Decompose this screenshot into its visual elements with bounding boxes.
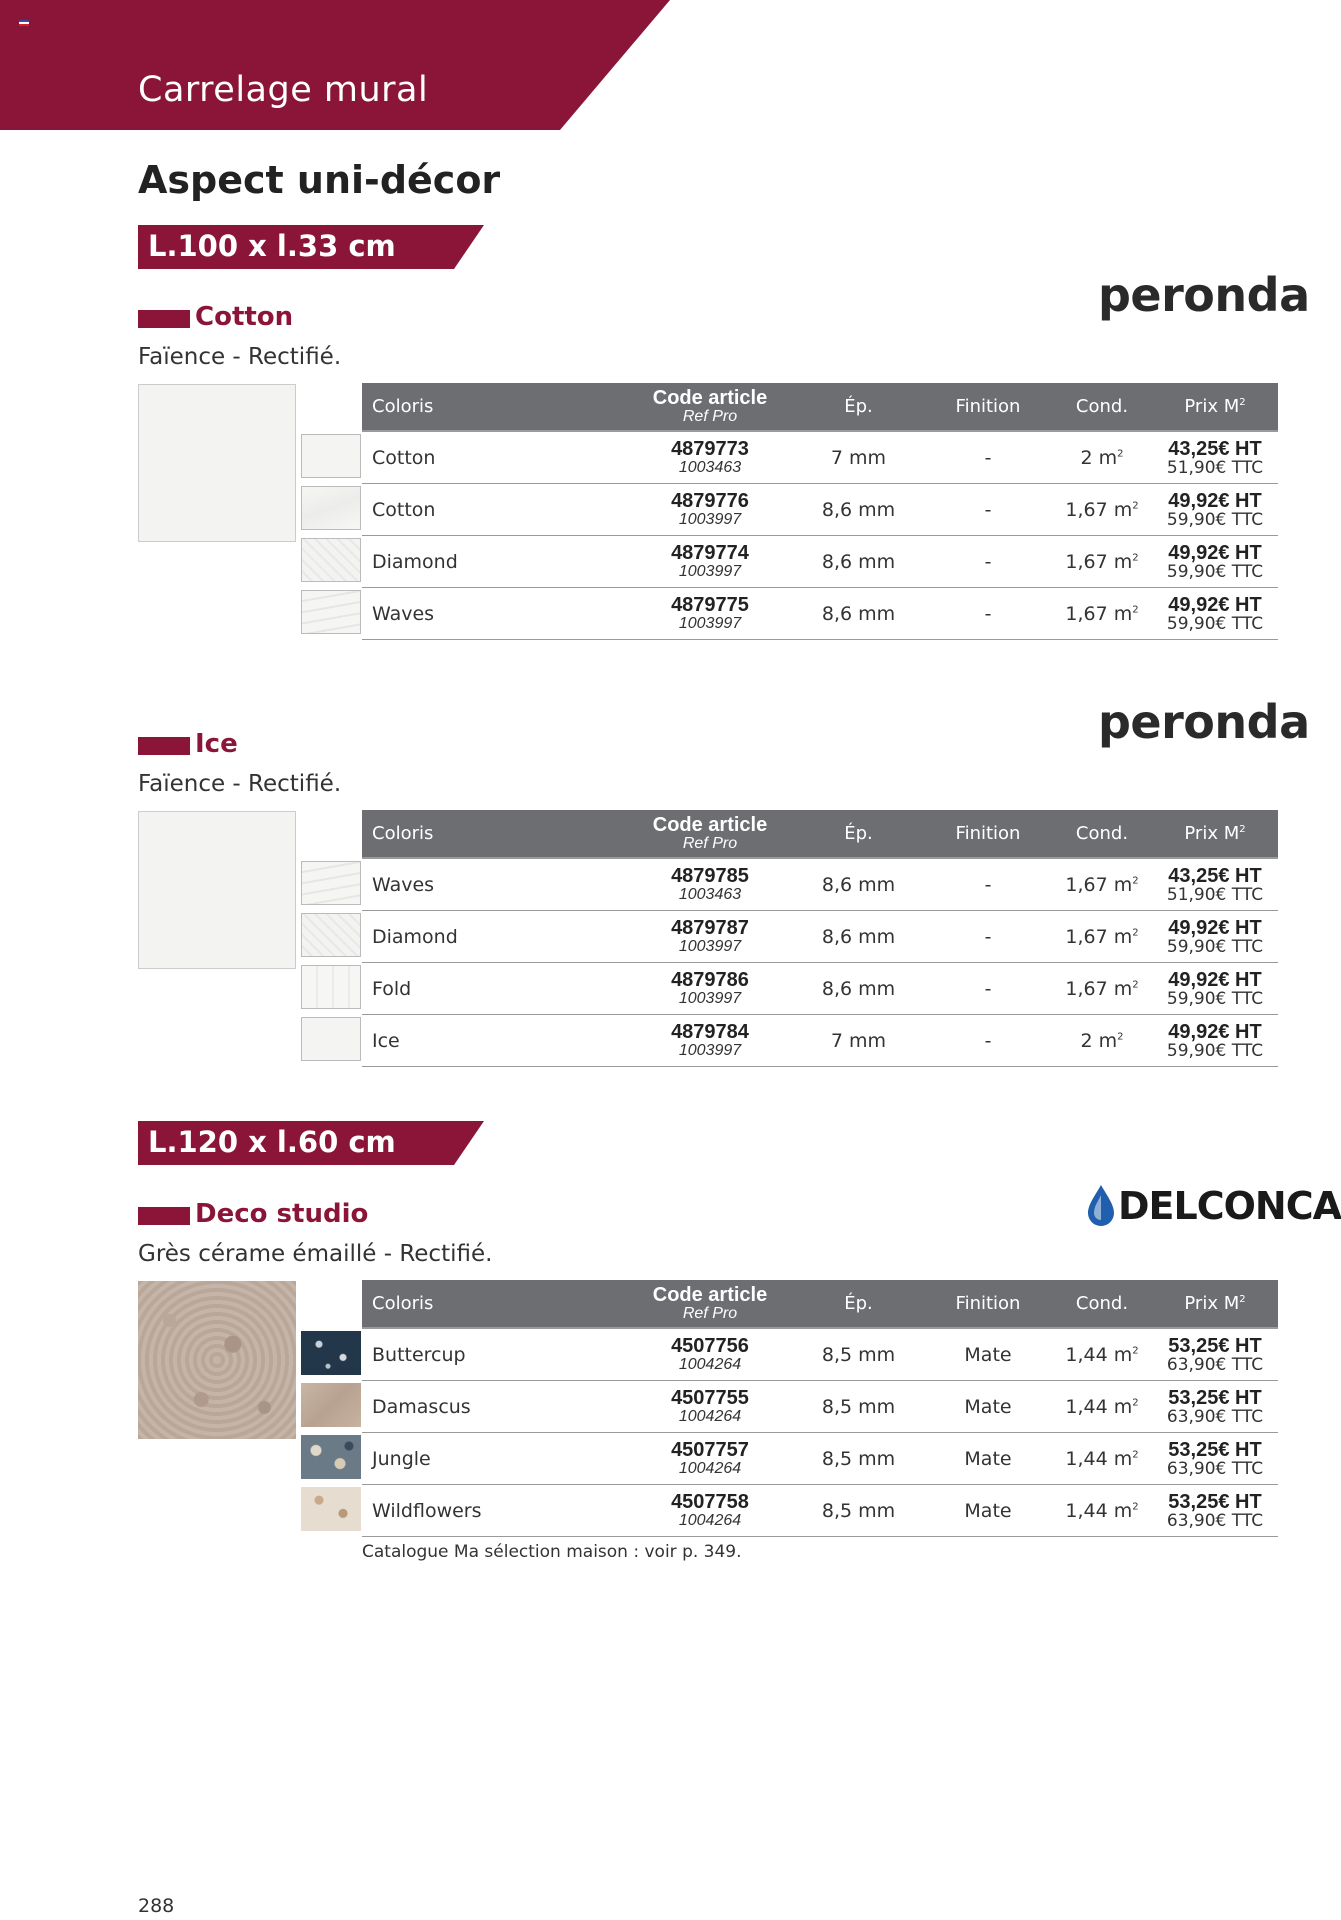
coloris-cell: Damascus xyxy=(362,1381,627,1433)
coloris-cell: Diamond xyxy=(362,911,627,963)
col-header-ep: Ép. xyxy=(793,810,924,858)
finition-cell: Mate xyxy=(924,1381,1052,1433)
price-cell: 53,25€ HT 63,90€ TTC xyxy=(1152,1485,1278,1537)
cond-cell: 2 $m^2$ xyxy=(1052,431,1152,484)
header-banner xyxy=(0,0,1280,130)
brand-logo: DELCONCA xyxy=(1088,1184,1341,1228)
section-subtitle: Grès cérame émaillé - Rectifié. xyxy=(138,1241,493,1267)
col-header-code: Code article Ref Pro xyxy=(627,810,793,858)
catalogue-note: Catalogue Ma sélection maison : voir p. 349. xyxy=(362,1542,742,1562)
color-swatch xyxy=(301,1435,361,1479)
finition-cell: - xyxy=(924,536,1052,588)
ep-cell: 7 mm xyxy=(793,431,924,484)
code-cell: 4879785 1003463 xyxy=(627,858,793,911)
section-subtitle: Faïence - Rectifié. xyxy=(138,344,342,370)
table-row xyxy=(362,911,1278,963)
page-number: 288 xyxy=(138,1895,175,1917)
cond-cell: 1,67 $m^2$ xyxy=(1052,484,1152,536)
cond-cell: 1,44 $m^2$ xyxy=(1052,1485,1152,1537)
coloris-cell: Cotton xyxy=(362,431,627,484)
finition-cell: - xyxy=(924,588,1052,640)
col-header-prix: Prix $M^2$ xyxy=(1152,1280,1278,1328)
ep-cell: 7 mm xyxy=(793,1015,924,1067)
finition-cell: - xyxy=(924,1015,1052,1067)
code-cell: 4879787 1003997 xyxy=(627,911,793,963)
code-cell: 4879775 1003997 xyxy=(627,588,793,640)
col-header-prix: Prix $M^2$ xyxy=(1152,810,1278,858)
size-tag xyxy=(138,225,484,269)
page-title: Aspect uni-décor xyxy=(138,158,501,202)
product-image xyxy=(138,1281,296,1439)
code-cell: 4507755 1004264 xyxy=(627,1381,793,1433)
cond-cell: 2 $m^2$ xyxy=(1052,1015,1152,1067)
size-tag xyxy=(138,1121,484,1165)
ep-cell: 8,6 mm xyxy=(793,963,924,1015)
color-swatch xyxy=(301,965,361,1009)
cond-cell: 1,44 $m^2$ xyxy=(1052,1381,1152,1433)
ep-cell: 8,5 mm xyxy=(793,1485,924,1537)
section-marker xyxy=(138,737,190,755)
ep-cell: 8,6 mm xyxy=(793,858,924,911)
coloris-cell: Fold xyxy=(362,963,627,1015)
finition-cell: - xyxy=(924,431,1052,484)
col-header-coloris: Coloris xyxy=(362,810,627,858)
color-swatch xyxy=(301,861,361,905)
coloris-cell: Waves xyxy=(362,858,627,911)
col-header-prix: Prix $M^2$ xyxy=(1152,383,1278,431)
cond-cell: 1,67 $m^2$ xyxy=(1052,536,1152,588)
price-cell: 53,25€ HT 63,90€ TTC xyxy=(1152,1328,1278,1381)
price-cell: 53,25€ HT 63,90€ TTC xyxy=(1152,1381,1278,1433)
col-header-coloris: Coloris xyxy=(362,1280,627,1328)
col-header-finition: Finition xyxy=(924,1280,1052,1328)
col-header-coloris: Coloris xyxy=(362,383,627,431)
flag-icon xyxy=(19,20,29,26)
section-title: Ice xyxy=(195,729,238,759)
ep-cell: 8,6 mm xyxy=(793,484,924,536)
color-swatch xyxy=(301,434,361,478)
section-subtitle: Faïence - Rectifié. xyxy=(138,771,342,797)
cond-cell: 1,44 $m^2$ xyxy=(1052,1328,1152,1381)
col-header-finition: Finition xyxy=(924,383,1052,431)
code-cell: 4879773 1003463 xyxy=(627,431,793,484)
color-swatch xyxy=(301,1383,361,1427)
finition-cell: Mate xyxy=(924,1485,1052,1537)
section-marker xyxy=(138,1207,190,1225)
coloris-cell: Ice xyxy=(362,1015,627,1067)
finition-cell: - xyxy=(924,911,1052,963)
code-cell: 4507756 1004264 xyxy=(627,1328,793,1381)
price-cell: 49,92€ HT 59,90€ TTC xyxy=(1152,911,1278,963)
col-header-code: Code article Ref Pro xyxy=(627,383,793,431)
table-row xyxy=(362,1485,1278,1537)
table-row xyxy=(362,431,1278,484)
brand-logo: peronda xyxy=(1098,695,1310,749)
table-row xyxy=(362,484,1278,536)
section-title: Deco studio xyxy=(195,1199,369,1229)
cond-cell: 1,67 $m^2$ xyxy=(1052,911,1152,963)
col-header-code: Code article Ref Pro xyxy=(627,1280,793,1328)
price-cell: 49,92€ HT 59,90€ TTC xyxy=(1152,1015,1278,1067)
table-row xyxy=(362,1381,1278,1433)
coloris-cell: Cotton xyxy=(362,484,627,536)
finition-cell: - xyxy=(924,858,1052,911)
price-cell: 49,92€ HT 59,90€ TTC xyxy=(1152,536,1278,588)
table-row xyxy=(362,1015,1278,1067)
col-header-cond: Cond. xyxy=(1052,1280,1152,1328)
color-swatch xyxy=(301,1487,361,1531)
color-swatch xyxy=(301,1017,361,1061)
coloris-cell: Buttercup xyxy=(362,1328,627,1381)
table-row xyxy=(362,1328,1278,1381)
table-row xyxy=(362,588,1278,640)
code-cell: 4879784 1003997 xyxy=(627,1015,793,1067)
section-marker xyxy=(138,310,190,328)
code-cell: 4879786 1003997 xyxy=(627,963,793,1015)
color-swatch xyxy=(301,486,361,530)
code-cell: 4879774 1003997 xyxy=(627,536,793,588)
cond-cell: 1,67 $m^2$ xyxy=(1052,588,1152,640)
price-cell: 43,25€ HT 51,90€ TTC xyxy=(1152,858,1278,911)
ep-cell: 8,5 mm xyxy=(793,1328,924,1381)
price-cell: 43,25€ HT 51,90€ TTC xyxy=(1152,431,1278,484)
coloris-cell: Waves xyxy=(362,588,627,640)
ep-cell: 8,6 mm xyxy=(793,588,924,640)
price-cell: 49,92€ HT 59,90€ TTC xyxy=(1152,963,1278,1015)
product-image xyxy=(138,384,296,542)
color-swatch xyxy=(301,1331,361,1375)
price-cell: 49,92€ HT 59,90€ TTC xyxy=(1152,588,1278,640)
ep-cell: 8,6 mm xyxy=(793,536,924,588)
color-swatch xyxy=(301,590,361,634)
delconca-drop-icon xyxy=(1088,1185,1114,1227)
product-image xyxy=(138,811,296,969)
table-row xyxy=(362,1433,1278,1485)
size-label: L.120 x l.60 cm xyxy=(148,1125,396,1159)
coloris-cell: Diamond xyxy=(362,536,627,588)
col-header-cond: Cond. xyxy=(1052,810,1152,858)
finition-cell: Mate xyxy=(924,1433,1052,1485)
col-header-cond: Cond. xyxy=(1052,383,1152,431)
color-swatch xyxy=(301,913,361,957)
code-cell: 4879776 1003997 xyxy=(627,484,793,536)
price-cell: 53,25€ HT 63,90€ TTC xyxy=(1152,1433,1278,1485)
ep-cell: 8,6 mm xyxy=(793,911,924,963)
section-title: Cotton xyxy=(195,302,294,332)
ep-cell: 8,5 mm xyxy=(793,1433,924,1485)
table-row xyxy=(362,963,1278,1015)
cond-cell: 1,67 $m^2$ xyxy=(1052,858,1152,911)
finition-cell: Mate xyxy=(924,1328,1052,1381)
category-title: Carrelage mural xyxy=(138,70,429,110)
cond-cell: 1,67 $m^2$ xyxy=(1052,963,1152,1015)
coloris-cell: Jungle xyxy=(362,1433,627,1485)
coloris-cell: Wildflowers xyxy=(362,1485,627,1537)
col-header-ep: Ép. xyxy=(793,383,924,431)
table-row xyxy=(362,536,1278,588)
cond-cell: 1,44 $m^2$ xyxy=(1052,1433,1152,1485)
code-cell: 4507757 1004264 xyxy=(627,1433,793,1485)
brand-logo: peronda xyxy=(1098,268,1310,322)
size-label: L.100 x l.33 cm xyxy=(148,229,396,263)
ep-cell: 8,5 mm xyxy=(793,1381,924,1433)
col-header-finition: Finition xyxy=(924,810,1052,858)
product-table xyxy=(362,810,1278,1067)
finition-cell: - xyxy=(924,963,1052,1015)
finition-cell: - xyxy=(924,484,1052,536)
code-cell: 4507758 1004264 xyxy=(627,1485,793,1537)
product-table xyxy=(362,383,1278,640)
col-header-ep: Ép. xyxy=(793,1280,924,1328)
price-cell: 49,92€ HT 59,90€ TTC xyxy=(1152,484,1278,536)
color-swatch xyxy=(301,538,361,582)
table-row xyxy=(362,858,1278,911)
product-table xyxy=(362,1280,1278,1537)
